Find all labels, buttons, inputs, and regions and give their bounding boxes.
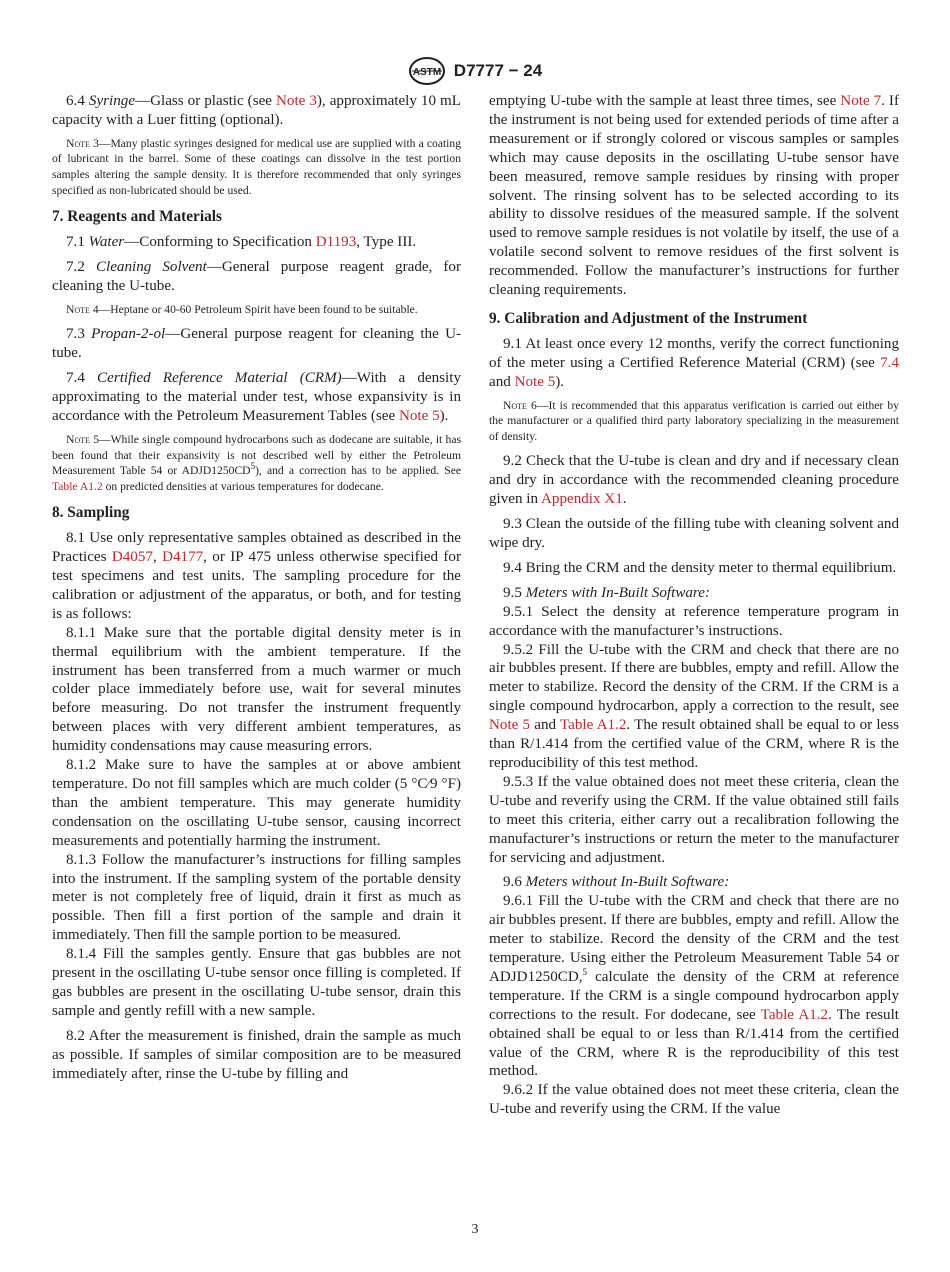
- section-9-6-2: 9.6.2 If the value obtained does not meet these criteria, clean the U-tube and reverify using the CRM. If the value: [489, 1082, 899, 1118]
- left-column: [52, 92, 461, 1090]
- document-id: D7777 − 24: [453, 61, 543, 80]
- section-9-3: 9.3 Clean the outside of the filling tube with cleaning solvent and wipe dry.: [489, 516, 899, 551]
- section-7-4-link[interactable]: 7.4: [880, 354, 899, 371]
- note-4: Note 4—Heptane or 40-60 Petroleum Spirit have been found to be suitable.: [66, 302, 418, 316]
- section-9-5-2: 9.5.2 Fill the U-tube with the CRM and check that there are no air bubbles present. If there are bubbles, empty and refill. Allow the meter to stabilize. Record the density of the CRM. If the CRM is a single compound hydrocarbon, apply a correction to the result, see Note 5 and Table A1.2. The result obtained shall be equal to or less than R/1.414 from the certified value of the CRM, where R is the reproducibility of this test method.: [489, 641, 899, 771]
- section-9-5-3: 9.5.3 If the value obtained does not meet these criteria, clean the U-tube and reverify using the CRM. If the value obtained still fails to meet this criteria, either carry out a recalibration following the manufacturer’s instructions or return the meter to the manufacturer for servicing and adjustment.: [489, 773, 899, 866]
- note-3-link[interactable]: Note 3: [276, 93, 317, 109]
- section-9-5: 9.5 Meters with In-Built Software:: [503, 584, 710, 601]
- section-9-6-1: 9.6.1 Fill the U-tube with the CRM and check that there are no air bubbles present. If there are bubbles, empty and refill. Allow the meter to stabilize. Record the density of the CRM and the test temperature. Using either the Petroleum Measurement Table 54 or ADJD1250CD,$^5$ calculate the density of the CRM at reference temperature. If the CRM is a single compound hydrocarbon apply corrections to the result. For dodecane, see Table A1.2. The result obtained shall be equal to or less than R/1.414 from the certified value of the CRM, where R is the reproducibility of this test method.: [489, 893, 899, 1080]
- d4177-link[interactable]: D4177: [162, 549, 204, 566]
- d1193-link[interactable]: D1193: [315, 234, 357, 251]
- note-5: Note 5—While single compound hydrocarbons such as dodecane are suitable, it has been found that their expansivity is not described well by either the Petroleum Measurement Table 54 or $ADJD1250CD^5$), and a correction has to be applied. See Table A1.2 on predicted densities at various temperatures for dodecane.: [52, 432, 461, 493]
- note-5-link[interactable]: Note 5: [398, 408, 440, 425]
- page-number: 3: [471, 1222, 479, 1237]
- section-7-3: 7.3 Propan-2-ol—General purpose reagent for cleaning the U-tube.: [52, 326, 461, 362]
- section-8-1-2: 8.1.2 Make sure to have the samples at or above ambient temperature. Do not fill samples which are much colder (5 °C⁄9 °F) than the ambient temperature. This may generate humidity condensation on the oscillating U-tube sensor, causing incorrect measurements and potentially harming the instrument.: [52, 757, 461, 849]
- note-3: Note 3—Many plastic syringes designed for medical use are supplied with a coating of lubricant in the barrel. Some of these coatings can dissolve in the test portion samples altering the sample density. It is therefore recommended that only syringes specified as non-lubricated should be used.: [52, 136, 461, 197]
- note-5-link[interactable]: Note 5: [514, 373, 556, 390]
- section-8-2-continued: emptying U-tube with the sample at least three times, see Note 7. If the instrument is not being used for extended periods of time after a measurement or if strongly colored or viscous samples or samples which may cause deposits in the oscillating U-tube sensor have been measured, remove sample residues by rinsing with proper solvent. The rinsing solvent has to be selected according to its ability to dissolve residues of the measured sample. If the solvent used to remove sample residues is not volatile by itself, the use of a volatile second solvent to remove residues of the first solvent is recommended. Follow the manufacturer’s instructions for further cleaning requirements.: [489, 93, 899, 299]
- page-header: [0, 56, 950, 86]
- table-a1-2-link[interactable]: Table A1.2: [760, 1006, 829, 1023]
- heading-9: 9. Calibration and Adjustment of the Instrument: [489, 309, 808, 327]
- table-a1-2-link[interactable]: Table A1.2: [559, 717, 627, 734]
- section-8-1: 8.1 Use only representative samples obtained as described in the Practices D4057, D4177, or IP 475 unless otherwise specified for test specimens and test units. The sampling procedure for the calibration or adjustment of the apparatus, or both, and for testing is as follows:: [52, 530, 461, 622]
- heading-8: 8. Sampling: [52, 504, 130, 522]
- heading-7: 7. Reagents and Materials: [52, 208, 222, 226]
- section-9-4: 9.4 Bring the CRM and the density meter to thermal equilibrium.: [503, 559, 897, 576]
- note-5-link[interactable]: Note 5: [489, 717, 531, 734]
- section-8-1-1: 8.1.1 Make sure that the portable digital density meter is in thermal equilibrium with the ambient temperature. If the instrument has been transferred from a much warmer or much colder place immediately before use, wait for several minutes before measuring. Do not transfer the instrument frequently between places with very different ambient temperatures, as humidity condensations may cause measuring errors.: [52, 624, 461, 755]
- section-7-1: 7.1 Water—Conforming to Specification D1193, Type III.: [66, 234, 417, 251]
- section-8-2: 8.2 After the measurement is finished, drain the sample as much as possible. If samples of similar composition are to be measured immediately after, rinse the U-tube by filling and: [52, 1027, 461, 1082]
- note-7-link[interactable]: Note 7: [840, 93, 882, 109]
- logo-text: ASTM: [412, 67, 441, 78]
- section-7-4: 7.4 Certified Reference Material (CRM)—With a density approximating to the material under test, whose expansivity is in accordance with the Petroleum Measurement Tables (see Note 5).: [52, 370, 461, 425]
- table-a1-2-link[interactable]: Table A1.2: [52, 479, 103, 493]
- d4057-link[interactable]: D4057: [111, 549, 153, 566]
- section-8-1-3: 8.1.3 Follow the manufacturer’s instructions for filling samples into the instrument. If the sampling system of the portable density meter is not completely free of liquid, drain it first as much as possible. Then fill a first portion of the sample and drain it immediately. Then fill the sample portion to be measured.: [52, 851, 461, 944]
- section-7-2: 7.2 Cleaning Solvent—General purpose reagent grade, for cleaning the U-tube.: [52, 259, 462, 294]
- note-6: Note 6—It is recommended that this apparatus verification is carried out either by the manufacturer or a qualified third party laboratory specializing in the measurement of density.: [489, 398, 899, 443]
- section-9-1: 9.1 At least once every 12 months, verify the correct functioning of the meter using a Certified Reference Material (CRM) (see 7.4 and Note 5).: [489, 335, 899, 390]
- right-column: [489, 92, 899, 1125]
- astm-logo-icon: [408, 56, 446, 86]
- appendix-x1-link[interactable]: Appendix X1: [541, 491, 623, 508]
- section-8-1-4: 8.1.4 Fill the samples gently. Ensure that gas bubbles are not present in the oscillating U-tube sensor once filling is completed. If gas bubbles are present in the oscillating U-tube sensor, drain this sample and gently refill with a new sample.: [52, 946, 461, 1019]
- section-6-4: 6.4 Syringe—Glass or plastic (see Note 3), approximately 10 mL capacity with a Luer fitting (optional).: [52, 93, 461, 128]
- section-9-6: 9.6 Meters without In-Built Software:: [503, 874, 730, 891]
- section-9-5-1: 9.5.1 Select the density at reference temperature program in accordance with the manufacturer’s instructions.: [489, 603, 899, 639]
- section-9-2: 9.2 Check that the U-tube is clean and dry and if necessary clean and dry in accordance with the recommended cleaning procedure given in Appendix X1.: [489, 453, 899, 508]
